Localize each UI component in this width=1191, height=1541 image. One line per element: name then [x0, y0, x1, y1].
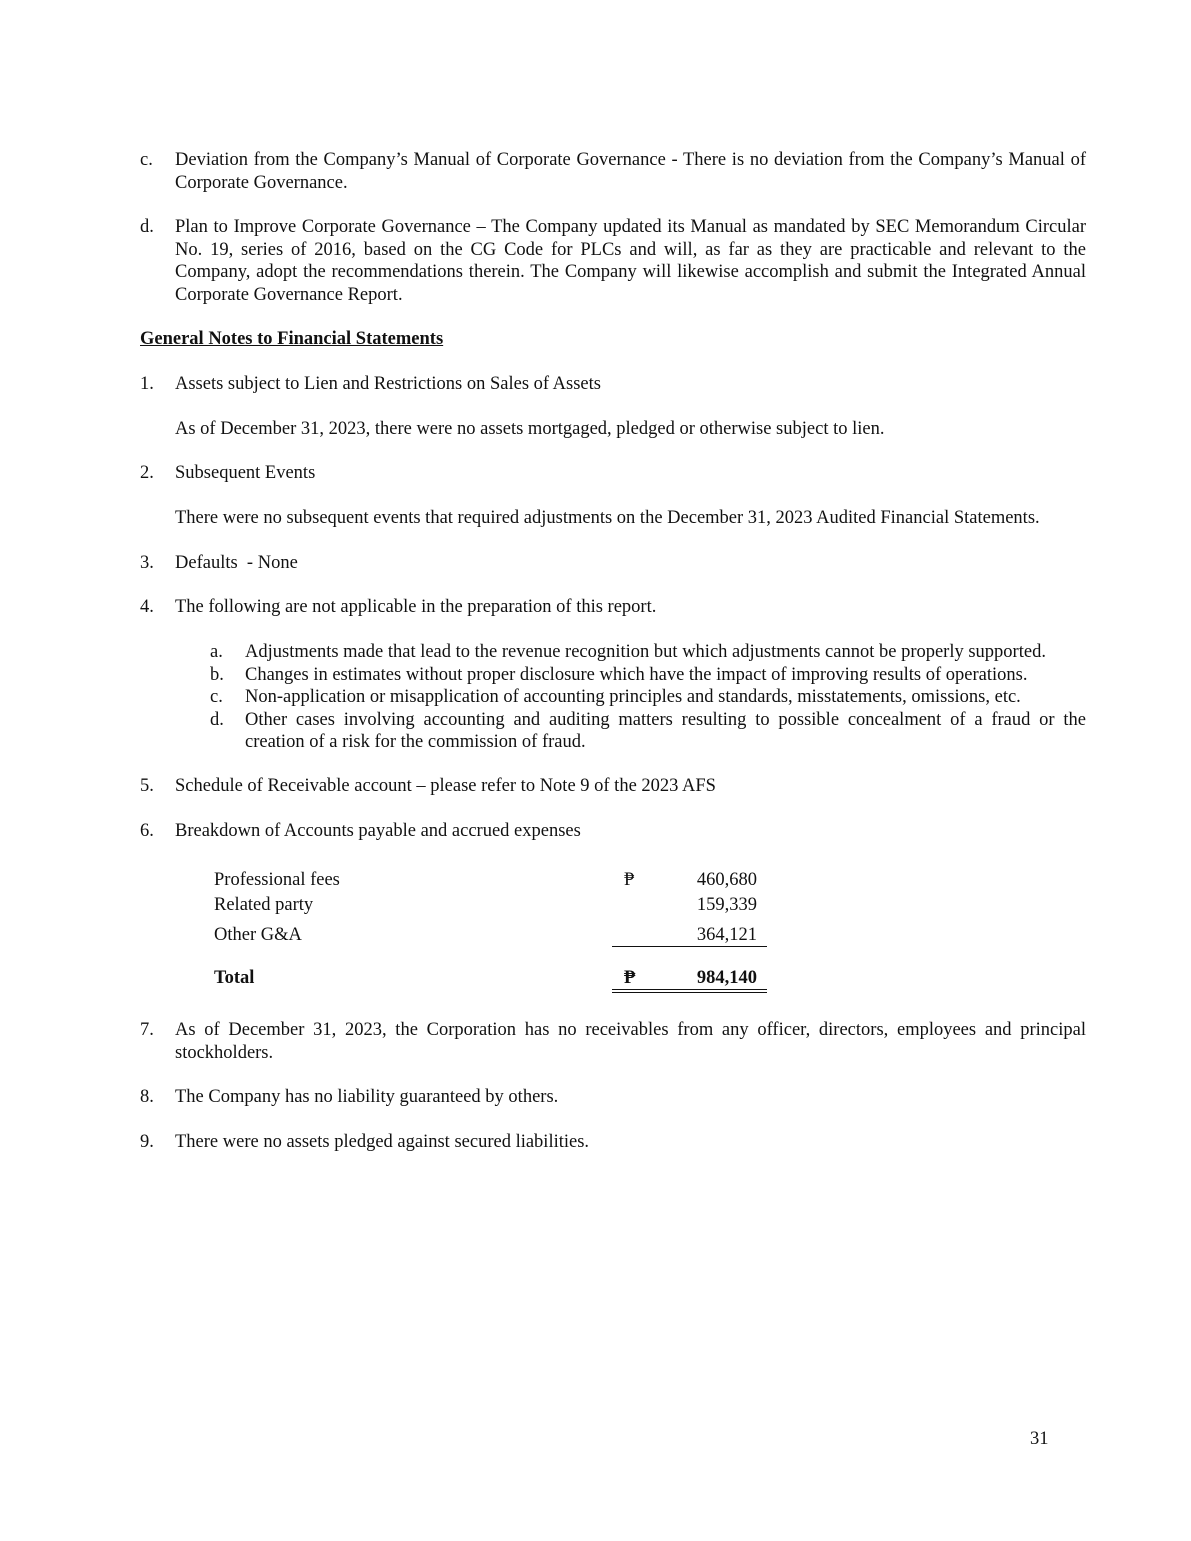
note-text: Assets subject to Lien and Restrictions on Sales of Assets	[175, 374, 601, 394]
note-marker: 2.	[140, 463, 154, 483]
note-2	[140, 462, 1086, 485]
note-marker: 6.	[140, 821, 154, 841]
note-5	[140, 775, 1086, 798]
note-1	[140, 373, 1086, 396]
note-text: Defaults - None	[175, 553, 298, 573]
table-row	[214, 869, 774, 893]
note-9	[140, 1131, 1086, 1154]
total-amount: 984,140	[696, 968, 757, 988]
governance-item-d	[140, 216, 1086, 306]
list-marker: b.	[210, 664, 224, 685]
note-marker: 3.	[140, 553, 154, 573]
list-marker: a.	[210, 642, 223, 662]
list-text: Other cases involving accounting and auditing matters resulting to possible concealment of a fraud or the creation of a risk for the commission of fraud.	[245, 709, 1086, 752]
row-label: Related party	[214, 895, 314, 915]
total-label: Total	[214, 968, 255, 988]
note-text: There were no assets pledged against secured liabilities.	[175, 1132, 590, 1152]
note-text: As of December 31, 2023, the Corporation has no receivables from any officer, directors, employees and principal stockholders.	[175, 1020, 1086, 1063]
list-item	[210, 664, 1086, 687]
row-amount: 460,680	[696, 870, 757, 890]
note-text: Subsequent Events	[175, 463, 316, 483]
payables-table	[214, 869, 774, 999]
total-double-rule-top	[612, 989, 767, 990]
row-amount: 364,121	[696, 925, 757, 945]
note-text: The following are not applicable in the preparation of this report.	[175, 597, 657, 617]
note-marker: 7.	[140, 1020, 154, 1040]
not-applicable-list	[210, 641, 1086, 754]
list-item	[210, 686, 1086, 709]
item-text: Plan to Improve Corporate Governance – The Company updated its Manual as mandated by SEC Memorandum Circular No. 19, series of 2016, based on the CG Code for PLCs and will, as far as they are practicable and relevant to the Company, adopt the recommendations therein. The Company will likewise accomplish and submit the Integrated Annual Corporate Governance Report.	[175, 217, 1086, 305]
governance-item-c	[140, 149, 1086, 194]
total-row	[214, 967, 774, 991]
total-double-rule-bottom	[612, 992, 767, 993]
note-3	[140, 552, 1086, 575]
currency-symbol: ₱	[624, 968, 636, 988]
note-marker: 8.	[140, 1087, 154, 1107]
note-text: Breakdown of Accounts payable and accrued expenses	[175, 821, 581, 841]
note-marker: 1.	[140, 374, 154, 394]
table-row	[214, 924, 774, 948]
note-text: The Company has no liability guaranteed by others.	[175, 1087, 559, 1107]
list-text: Adjustments made that lead to the revenue recognition but which adjustments cannot be properly supported.	[245, 642, 1046, 662]
table-row	[214, 894, 774, 918]
note-marker: 9.	[140, 1132, 154, 1152]
note-2-detail: There were no subsequent events that required adjustments on the December 31, 2023 Audited Financial Statements.	[175, 508, 1040, 528]
list-marker: d.	[210, 709, 224, 730]
item-marker: d.	[140, 217, 154, 237]
page-number: 31	[1030, 1429, 1049, 1449]
note-6	[140, 820, 1086, 843]
note-marker: 5.	[140, 776, 154, 796]
list-text: Non-application or misapplication of accounting principles and standards, misstatements, omissions, etc.	[245, 687, 1021, 707]
note-1-detail: As of December 31, 2023, there were no assets mortgaged, pledged or otherwise subject to lien.	[175, 419, 885, 439]
currency-symbol: ₱	[624, 870, 635, 890]
row-label: Other G&A	[214, 925, 302, 945]
note-text: Schedule of Receivable account – please refer to Note 9 of the 2023 AFS	[175, 776, 716, 796]
subtotal-rule	[612, 946, 767, 947]
note-4	[140, 596, 1086, 619]
item-marker: c.	[140, 150, 153, 170]
section-heading: General Notes to Financial Statements	[140, 329, 444, 349]
list-item	[210, 641, 1086, 664]
note-8	[140, 1086, 1086, 1109]
list-text: Changes in estimates without proper disclosure which have the impact of improving results of operations.	[245, 664, 1028, 685]
item-text: Deviation from the Company’s Manual of Corporate Governance - There is no deviation from the Company’s Manual of Corporate Governance.	[175, 150, 1086, 193]
note-7	[140, 1019, 1086, 1064]
list-marker: c.	[210, 687, 223, 707]
note-marker: 4.	[140, 597, 154, 617]
row-amount: 159,339	[696, 895, 757, 915]
row-label: Professional fees	[214, 870, 340, 890]
list-item	[210, 709, 1086, 754]
